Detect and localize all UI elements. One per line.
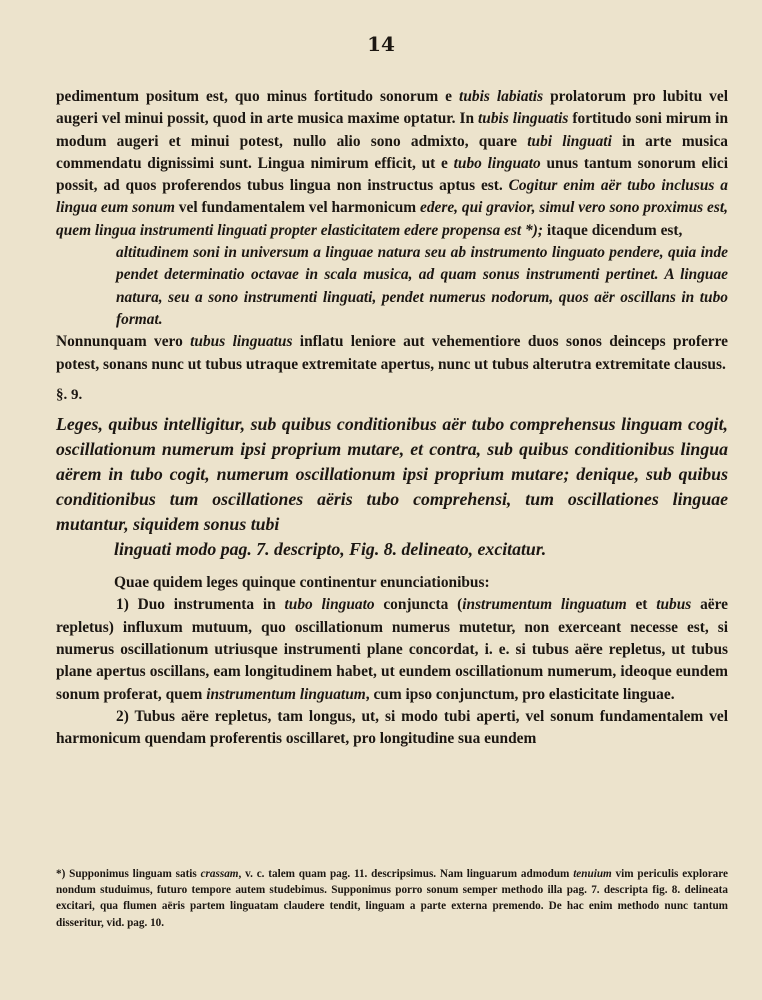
text-run: aëre repletus) influxum mutuum, quo oscillationum numerus mutetur, non exerceant necesse est, si numerus oscillationum utriusque instrumenti plane concordat, i. e. si tubus aëre repletus, ut tubus plane apertus oscillans, eam longitudinem habet, ut eundem oscillationum numerum, ideoque eundem sonum proferat, quem [56,596,728,703]
italic-run: tubi linguati [527,132,612,150]
italic-run: tubus linguatus [190,333,293,351]
text-run: , cum ipso conjunctum, pro elasticitate linguae. [365,685,675,703]
italic-run: Cogitur enim aër tubo inclusus a lingua eum sonum [56,177,728,217]
text-run: inflatu leniore aut vehementiore duos sonos deinceps proferre potest, sonans nunc ut tubus utraque extremitate apertus, nunc ut tubus alterutra extremitate clausus. [56,333,728,373]
footnote [56,866,728,931]
italic-run: edere, qui gravior, simul vero sono proximus est, quem lingua instrumenti linguati propter elasticitatem edere propensa est *); [56,199,728,239]
rule-2: 2) Tubus aëre repletus, tam longus, ut, si modo tubi aperti, vel sonum fundamentalem vel harmonicum quendam proferentis oscillaret, pro longitudine sua eundem [56,707,728,748]
section-heading: §. 9. [56,386,83,403]
italic-run: instrumentum linguatum [462,596,627,614]
text-run: 1) Duo instrumenta in [116,596,285,614]
text-run: in arte musica commendatu dignissimi sunt. Lingua nimirum efficit, ut e [56,132,728,172]
section-summary [56,412,728,562]
text-run: , v. c. talem quam pag. 11. descripsimus. Nam linguarum admodum [238,868,574,880]
italic-run: tubo linguato [284,596,375,614]
italic-run: crassam [200,868,239,880]
italic-run: tubus [656,596,692,614]
text-run: vim periculis explorare nondum studuimus, futuro tempore autem studebimus. Supponimus porro sonum semper methodo illa pag. 7. descripta fig. 8. delineata excitari, qua flumen aëris partem linguatam claudere tendit, linguam a parte externa premendo. De hac enim methodo nunc tantum disseritur, vid. pag. 10. [56,868,728,929]
intro-sentence: Quae quidem leges quinque continentur enunciationibus: [114,574,490,592]
main-text [56,86,728,751]
text-run: *) Supponimus linguam satis [56,868,201,880]
indented-statement: altitudinem soni in universum a linguae natura seu ab instrumento linguato pendere, quia inde pendet determinatio octavae in scala musica, ad quam sonus instrumenti pertinet. A linguae natura, seu a sono instrumenti linguati, pendet numerus nodorum, quos aër oscillans in tubo format. [116,244,728,328]
summary-text: Leges, quibus intelligitur, sub quibus conditionibus aër tubo comprehensus linguam cogit, oscillationum numerum ipsi proprium mutare, et contra, sub quibus conditionibus lingua aërem in tubo cogit, numerum oscillationum ipsi proprium mutare; denique, sub quibus conditionibus tum oscillationes aëris tubo comprehensi, tum oscillationes linguae mutantur, siquidem sonus tubi [56,414,728,535]
rule-1 [56,594,728,705]
italic-run: instrumentum linguatum [206,685,366,703]
text-run: pedimentum positum est, quo minus fortitudo sonorum e [56,88,460,105]
text-run: Nonnunquam vero [56,333,191,351]
summary-last-line: linguati modo pag. 7. descripto, Fig. 8. delineato, excitatur. [114,539,547,560]
page-number: 14 [367,32,395,56]
italic-run: tenuium [573,868,612,880]
text-run: et [626,596,657,614]
italic-run: tubis labiatis [459,88,544,105]
text-run: conjuncta ( [374,596,463,614]
paragraph [56,331,728,376]
text-run: fortitudo soni mirum in modum augeri et minui potest, nullo alio sono admixto, quare [56,110,728,150]
text-run: itaque dicendum est, [542,221,683,239]
text-run: prolatorum pro lubitu vel augeri vel minui possit, quod in arte musica maxime optatur. In [56,88,728,128]
text-run: vel fundamentalem vel harmonicum [174,199,420,217]
text-run: unus tantum sonorum elici possit, ad quos proferendos tubus lingua non instructus aptus est. [56,154,728,195]
paragraph [56,86,728,242]
italic-run: tubis linguatis [478,110,569,128]
italic-run: tubo linguato [453,154,541,172]
